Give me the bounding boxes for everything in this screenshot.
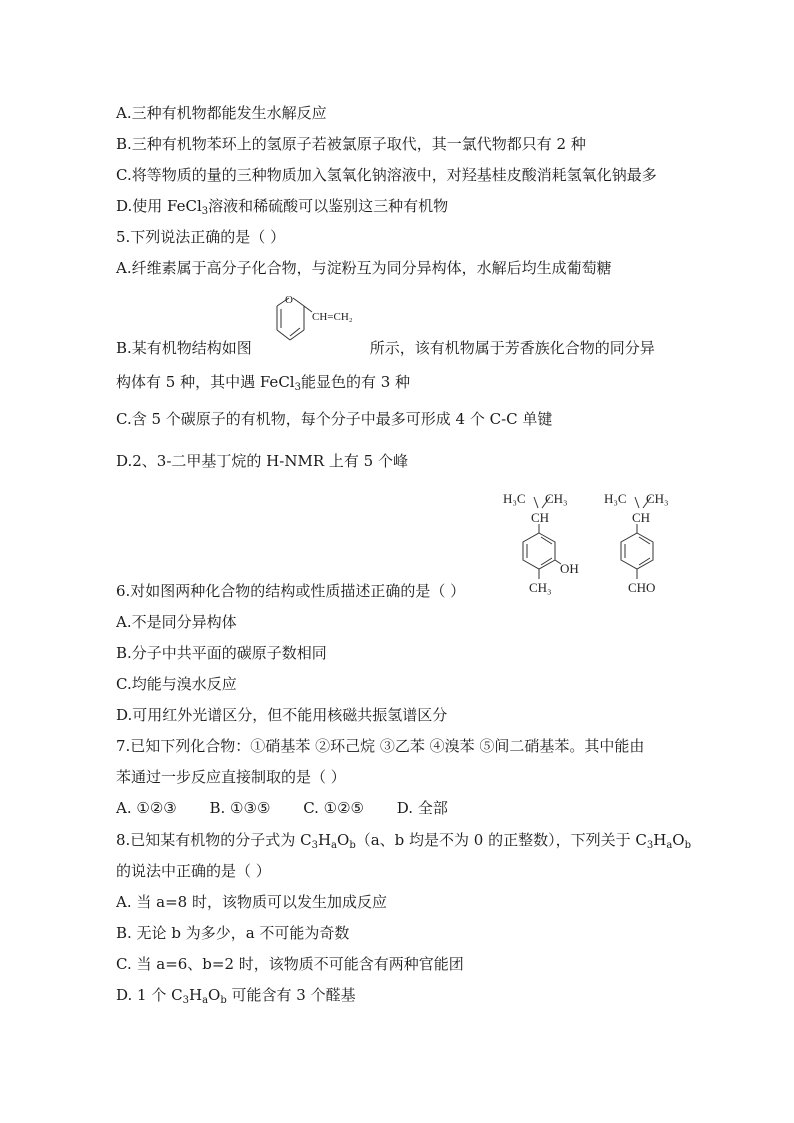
vinyl-label: CH=CH₂	[312, 311, 353, 323]
q5-option-c: C.含 5 个碳原子的有机物，每个分子中最多可形成 4 个 C-C 单键	[116, 410, 553, 428]
right-cho-label: CHO	[628, 580, 656, 595]
q7-option-b: B. ①③⑤	[209, 799, 271, 817]
q6-stem: 6.对如图两种化合物的结构或性质描述正确的是（ ）	[116, 582, 466, 600]
q5-stem: 5.下列说法正确的是（ ）	[116, 228, 286, 246]
q6-option-c: C.均能与溴水反应	[116, 675, 237, 693]
q6-thymol-structure-figure	[500, 487, 590, 599]
left-ch3-bottom-label: CH₃	[529, 580, 552, 595]
q6-option-a: A.不是同分异构体	[116, 613, 237, 631]
left-ch-label: CH	[531, 510, 550, 525]
left-ch3-label: CH₃	[545, 491, 568, 506]
q6-option-d: D.可用红外光谱区分，但不能用核磁共振氢谱区分	[116, 706, 448, 724]
q6-aldehyde-structure-figure	[601, 487, 681, 599]
q8-stem-line1: 8.已知某有机物的分子式为 $C_3H_aO_b(a$、b 均是不为 0 的正整数），下列关于 $C_3H_aO_b$	[116, 831, 692, 851]
q7-option-c: C. ①②⑤	[303, 799, 365, 817]
right-ch-label: CH	[632, 510, 651, 525]
right-ch3-label: CH₃	[646, 491, 669, 506]
left-oh-label: OH	[560, 561, 579, 576]
q5-option-b-line2: 构体有 5 种，其中遇 FeCl$_3$能显色的有 3 种	[116, 373, 411, 393]
q7-stem-line1: 7.已知下列化合物：①硝基苯 ②环己烷 ③乙苯 ④溴苯 ⑤间二硝基苯。其中能由	[116, 737, 645, 755]
q4-option-b: B.三种有机物苯环上的氢原子若被氯原子取代，其一氯代物都只有 2 种	[116, 135, 586, 153]
left-h3c-label: H₃C	[503, 491, 526, 506]
q7-option-d: D. 全部	[396, 799, 448, 817]
q7-options	[116, 798, 448, 818]
q8-option-b: B. 无论 b 为多少，a 不可能为奇数	[116, 924, 350, 942]
q4-option-c: C.将等物质的量的三种物质加入氢氧化钠溶液中，对羟基桂皮酸消耗氢氧化钠最多	[116, 166, 657, 184]
q5-option-b-line1: B.某有机物结构如图 所示，该有机物属于芳香族化合物的同分异	[116, 339, 655, 357]
q5-option-d: D.2、3-二甲基丁烷的 H-NMR 上有 5 个峰	[116, 452, 408, 470]
q8-option-d: D. 1 个 $C_3H_aO_b$ 可能含有 3 个醛基	[116, 986, 356, 1006]
q8-stem-line2: 的说法中正确的是（ ）	[116, 862, 271, 880]
q7-option-a: A. ①②③	[116, 799, 177, 817]
q4-option-a: A.三种有机物都能发生水解反应	[116, 104, 327, 122]
q8-option-c: C. 当 a=6、b=2 时，该物质不可能含有两种官能团	[116, 955, 464, 973]
q5-option-a: A.纤维素属于高分子化合物，与淀粉互为同分异构体，水解后均生成葡萄糖	[116, 259, 612, 277]
q8-option-a: A. 当 a=8 时，该物质可以发生加成反应	[116, 893, 387, 911]
q4-option-d: D.使用 FeCl$_3$溶液和稀硫酸可以鉴别这三种有机物	[116, 197, 449, 217]
q7-stem-line2: 苯通过一步反应直接制取的是（ ）	[116, 768, 346, 786]
q6-option-b: B.分子中共平面的碳原子数相同	[116, 644, 327, 662]
right-h3c-label: H₃C	[604, 491, 627, 506]
ring-oxygen-label: O	[285, 294, 293, 306]
